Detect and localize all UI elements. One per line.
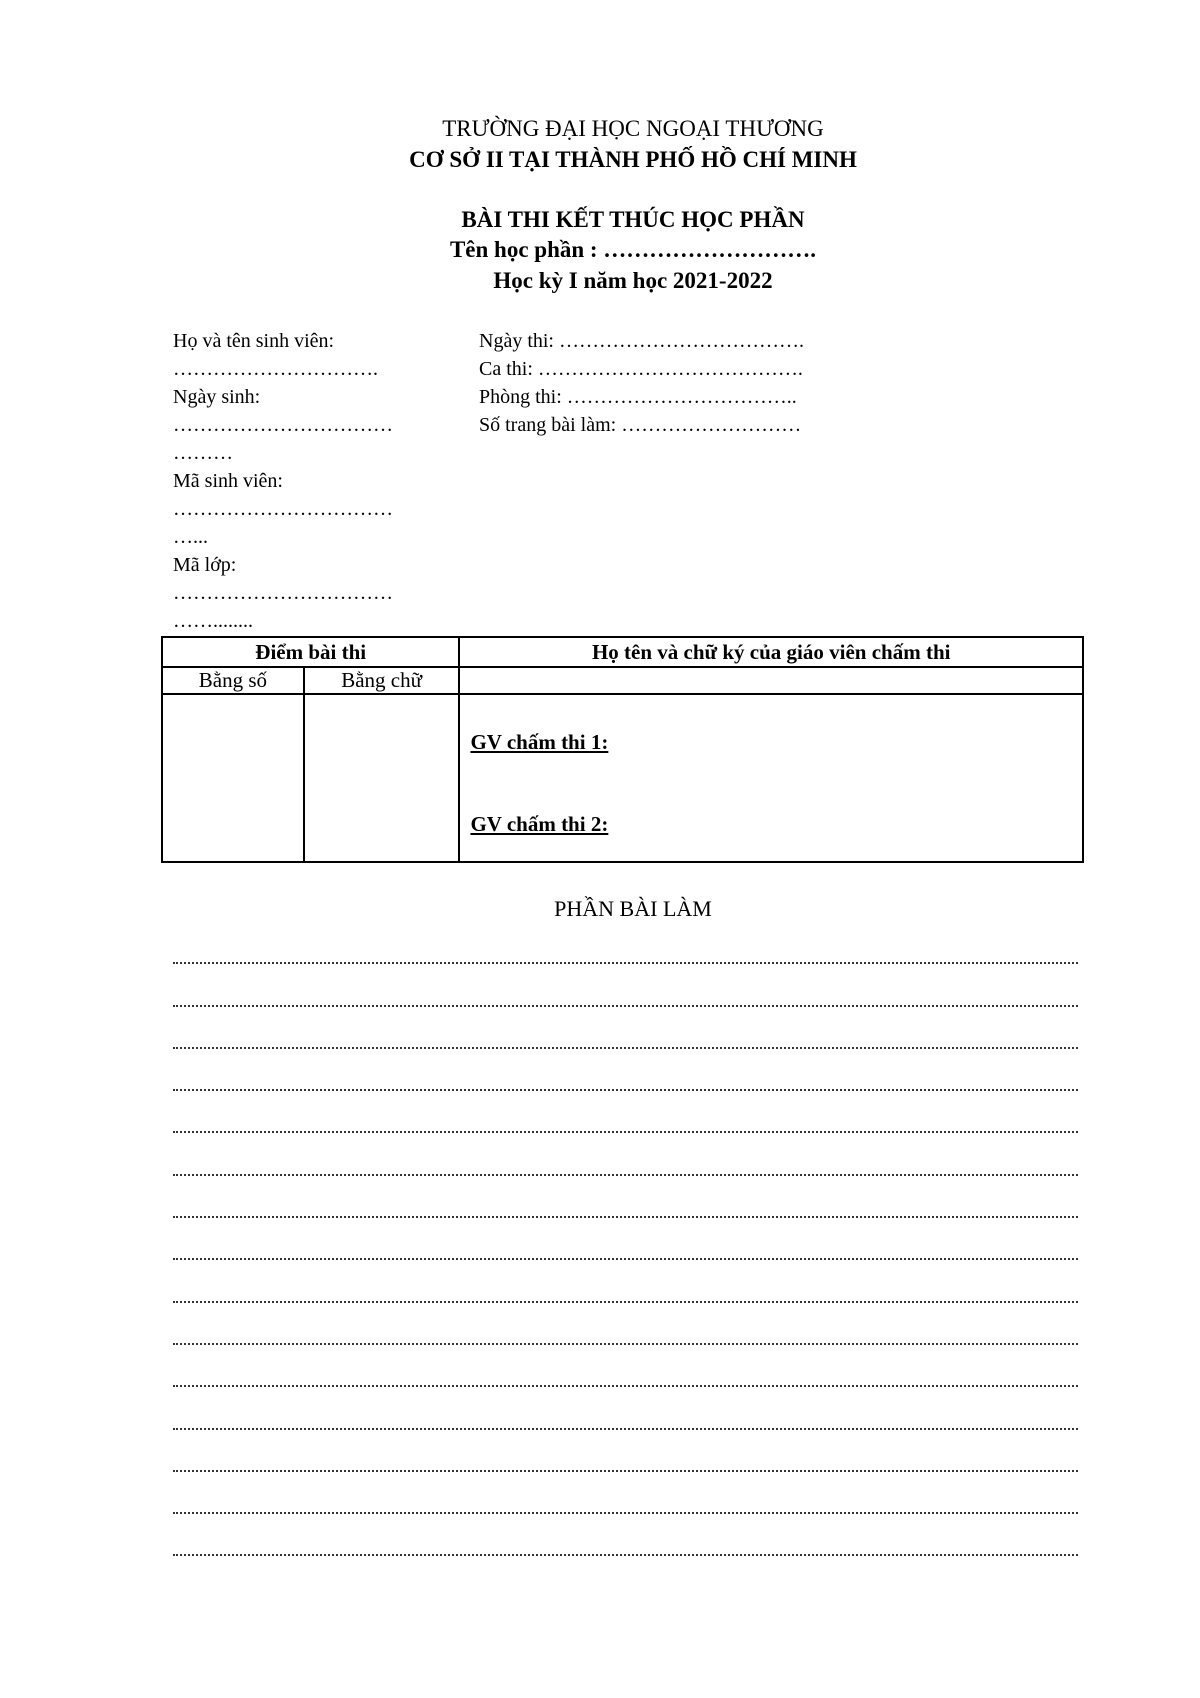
answer-line[interactable] — [173, 1472, 1078, 1514]
answer-line[interactable] — [173, 1430, 1078, 1472]
grader-1-label: GV chấm thi 1: — [470, 730, 609, 754]
exam-room-field[interactable]: Phòng thi: …………………………….. — [479, 386, 797, 408]
student-id-label: Mã sinh viên: — [173, 470, 283, 492]
answer-line[interactable] — [173, 964, 1078, 1006]
answer-line[interactable] — [173, 1176, 1078, 1218]
student-info-block — [173, 327, 458, 635]
score-by-words-header: Bằng chữ — [304, 667, 460, 694]
answer-line[interactable] — [173, 1345, 1078, 1387]
score-table-header-row — [162, 637, 1083, 667]
answer-line[interactable] — [173, 1007, 1078, 1049]
school-name: TRƯỜNG ĐẠI HỌC NGOẠI THƯƠNG — [442, 116, 824, 141]
grader-header: Họ tên và chữ ký của giáo viên chấm thi — [459, 637, 1083, 667]
answer-line[interactable] — [173, 1133, 1078, 1175]
student-id-field-cont[interactable]: …... — [173, 526, 208, 548]
answer-line[interactable] — [173, 1218, 1078, 1260]
score-header: Điểm bài thi — [162, 637, 459, 667]
answer-lines[interactable] — [173, 922, 1078, 1556]
answer-line[interactable] — [173, 1303, 1078, 1345]
score-by-number-header: Bằng số — [162, 667, 304, 694]
score-by-words-cell[interactable] — [304, 694, 460, 862]
class-code-label: Mã lớp: — [173, 554, 237, 576]
answer-line[interactable] — [173, 1091, 1078, 1133]
exam-shift-field[interactable]: Ca thi: …………………………………. — [479, 358, 803, 380]
answer-line[interactable] — [173, 922, 1078, 964]
student-name-field[interactable]: …………………………. — [173, 358, 378, 380]
birth-date-field[interactable]: …………………………… — [173, 414, 393, 436]
exam-title: BÀI THI KẾT THÚC HỌC PHẦN — [461, 207, 805, 232]
page-count-field[interactable]: Số trang bài làm: ……………………… — [479, 414, 802, 436]
answer-section-title: PHẦN BÀI LÀM — [554, 896, 712, 921]
grader-2-label: GV chấm thi 2: — [470, 812, 609, 836]
student-name-label: Họ và tên sinh viên: — [173, 330, 335, 352]
answer-line[interactable] — [173, 1049, 1078, 1091]
score-by-number-cell[interactable] — [162, 694, 304, 862]
answer-line[interactable] — [173, 1514, 1078, 1556]
birth-date-label: Ngày sinh: — [173, 386, 261, 408]
answer-line[interactable] — [173, 1260, 1078, 1302]
answer-line[interactable] — [173, 1387, 1078, 1429]
score-table-subheader-row — [162, 667, 1083, 694]
birth-date-field-cont[interactable]: ……… — [173, 442, 233, 464]
branch-name: CƠ SỞ II TẠI THÀNH PHỐ HỒ CHÍ MINH — [409, 147, 857, 172]
grader-subheader-empty — [459, 667, 1083, 694]
exam-date-field[interactable]: Ngày thi: ………………………………. — [479, 330, 804, 352]
course-name-field[interactable]: Tên học phần : ………………………. — [449, 237, 817, 262]
exam-info-block — [479, 327, 919, 439]
class-code-field-cont[interactable]: ……........ — [173, 610, 253, 632]
grader-signature-cell[interactable] — [459, 694, 1083, 862]
student-id-field[interactable]: …………………………… — [173, 498, 393, 520]
semester-label: Học kỳ I năm học 2021-2022 — [493, 268, 773, 293]
score-table-body-row — [162, 694, 1083, 862]
score-table — [161, 636, 1084, 863]
class-code-field[interactable]: …………………………… — [173, 582, 393, 604]
